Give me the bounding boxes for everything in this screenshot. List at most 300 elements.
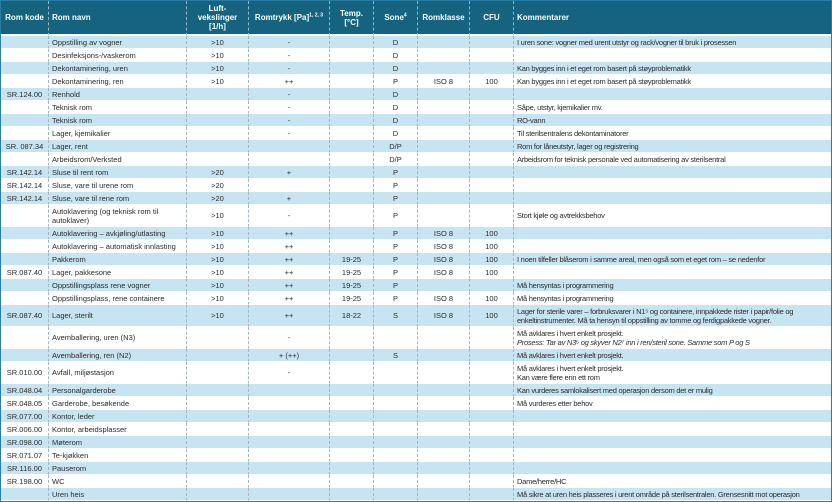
cell-romklasse: ISO 8: [417, 305, 469, 327]
table-row: [1, 436, 831, 449]
cell-sone: P: [373, 179, 417, 192]
table-row: [1, 305, 831, 327]
cell-sone: D: [373, 36, 417, 49]
cell-cfu: [469, 153, 513, 166]
cell-comment: [513, 227, 831, 240]
cell-pressure: [248, 153, 329, 166]
cell-temp: [329, 62, 373, 75]
cell-name: Te-kjøkken: [48, 449, 186, 462]
cell-air: >20: [186, 179, 248, 192]
cell-comment: [513, 436, 831, 449]
cell-name: Sluse, vare til urene rom: [48, 179, 186, 192]
cell-comment: [513, 253, 831, 266]
cell-code: SR. 087.34: [1, 140, 48, 153]
cell-sone: P: [373, 75, 417, 88]
cell-code: [1, 488, 48, 501]
cell-romklasse: ISO 8: [417, 75, 469, 88]
table-row: [1, 240, 831, 253]
comment-line: Lager for sterile varer – forbruksvarer i N1⁵ og containere, innpakkede rister i papir/folie og enkeltinstrumenter. Må ta hensyn til oppstilling av tomme og ferdigpakkede vogner.: [517, 306, 794, 325]
cell-romklasse: [417, 179, 469, 192]
header-label: Temp. [°C]: [340, 8, 363, 27]
cell-name: Kontor, leder: [48, 410, 186, 423]
cell-code: SR.010.00: [1, 362, 48, 384]
cell-code: SR.006.00: [1, 423, 48, 436]
cell-romklasse: [417, 62, 469, 75]
cell-cfu: [469, 462, 513, 475]
cell-sone: D: [373, 101, 417, 114]
cell-code: SR.124.00: [1, 88, 48, 101]
cell-name: Pakkerom: [48, 253, 186, 266]
cell-temp: [329, 140, 373, 153]
cell-name: Autoklavering – automatisk innlasting: [48, 240, 186, 253]
cell-comment: [513, 397, 831, 410]
cell-name: Arbeidsrom/Verksted: [48, 153, 186, 166]
cell-name: Personalgarderobe: [48, 384, 186, 397]
cell-temp: [329, 488, 373, 501]
header-label: CFU: [483, 13, 500, 22]
cell-name: Avfall, miljøstasjon: [48, 362, 186, 384]
cell-comment: [513, 240, 831, 253]
cell-comment: [513, 362, 831, 384]
cell-name: Autoklavering (og teknisk rom til autoklaver): [48, 205, 186, 227]
cell-air: >10: [186, 62, 248, 75]
table-row: [1, 75, 831, 88]
cell-name: Lager, rent: [48, 140, 186, 153]
cell-temp: [329, 49, 373, 62]
cell-comment: [513, 423, 831, 436]
cell-romklasse: [417, 362, 469, 384]
cell-pressure: [248, 436, 329, 449]
cell-romklasse: [417, 140, 469, 153]
cell-pressure: ++: [248, 253, 329, 266]
header-cell-comment: [513, 1, 831, 36]
cell-sone: [373, 449, 417, 462]
cell-code: SR.116.00: [1, 462, 48, 475]
cell-air: >10: [186, 227, 248, 240]
cell-comment: [513, 36, 831, 49]
cell-romklasse: [417, 423, 469, 436]
cell-comment: [513, 62, 831, 75]
cell-cfu: 100: [469, 305, 513, 327]
cell-air: >10: [186, 36, 248, 49]
cell-romklasse: [417, 475, 469, 488]
cell-comment: [513, 327, 831, 349]
header-cell-temp: [329, 1, 373, 36]
room-requirements-table: [1, 1, 831, 501]
cell-temp: 19-25: [329, 266, 373, 279]
cell-air: >10: [186, 279, 248, 292]
cell-pressure: -: [248, 205, 329, 227]
cell-air: >10: [186, 240, 248, 253]
cell-temp: [329, 166, 373, 179]
cell-pressure: ++: [248, 292, 329, 305]
cell-comment: [513, 488, 831, 501]
cell-air: >10: [186, 253, 248, 266]
cell-pressure: -: [248, 49, 329, 62]
table-row: [1, 36, 831, 49]
comment-line: I uren sone: vogner med urent utstyr og rack/vogner til bruk i prosessen: [517, 37, 737, 47]
cell-name: Oppstilling av vogner: [48, 36, 186, 49]
table-row: [1, 127, 831, 140]
comment-line: Må hensyntas i programmering: [517, 293, 614, 303]
comment-line: Stort kjøle og avtrekksbehov: [517, 211, 605, 220]
table-row: [1, 114, 831, 127]
cell-sone: P: [373, 266, 417, 279]
cell-comment: [513, 127, 831, 140]
cell-temp: [329, 179, 373, 192]
cell-sone: P: [373, 227, 417, 240]
table-row: [1, 153, 831, 166]
cell-comment: [513, 205, 831, 227]
cell-code: [1, 49, 48, 62]
cell-pressure: +: [248, 166, 329, 179]
cell-pressure: -: [248, 62, 329, 75]
table-row: [1, 475, 831, 488]
cell-pressure: [248, 449, 329, 462]
cell-romklasse: [417, 488, 469, 501]
cell-sone: D/P: [373, 140, 417, 153]
cell-sone: [373, 327, 417, 349]
cell-temp: [329, 384, 373, 397]
cell-pressure: [248, 488, 329, 501]
cell-code: SR.198.00: [1, 475, 48, 488]
cell-pressure: ++: [248, 240, 329, 253]
cell-cfu: [469, 362, 513, 384]
cell-cfu: [469, 114, 513, 127]
cell-code: SR.077.00: [1, 410, 48, 423]
comment-line: Til sterilsentralens dekontaminatorer: [517, 128, 629, 138]
cell-air: >20: [186, 166, 248, 179]
cell-romklasse: [417, 205, 469, 227]
cell-temp: [329, 362, 373, 384]
cell-temp: 18-22: [329, 305, 373, 327]
header-label: Rom kode: [5, 13, 44, 22]
cell-code: [1, 349, 48, 362]
cell-code: [1, 127, 48, 140]
cell-air: [186, 436, 248, 449]
cell-cfu: [469, 127, 513, 140]
cell-romklasse: [417, 192, 469, 205]
header-label: Romklasse: [422, 13, 465, 22]
cell-comment: [513, 475, 831, 488]
cell-temp: [329, 127, 373, 140]
cell-sone: [373, 397, 417, 410]
cell-name: Renhold: [48, 88, 186, 101]
cell-temp: [329, 349, 373, 362]
cell-air: [186, 127, 248, 140]
cell-comment: [513, 349, 831, 362]
cell-temp: [329, 153, 373, 166]
cell-name: Teknisk rom: [48, 101, 186, 114]
cell-air: [186, 384, 248, 397]
cell-temp: [329, 436, 373, 449]
cell-cfu: [469, 410, 513, 423]
cell-code: SR.087.40: [1, 305, 48, 327]
cell-code: SR.048.05: [1, 397, 48, 410]
comment-line: RO-vann: [517, 115, 546, 125]
cell-temp: [329, 75, 373, 88]
cell-name: Sluse, vare til rene rom: [48, 192, 186, 205]
cell-cfu: 100: [469, 227, 513, 240]
cell-name: Oppstillingsplass rene vogner: [48, 279, 186, 292]
cell-temp: [329, 449, 373, 462]
cell-pressure: -: [248, 114, 329, 127]
comment-line: Kan vurderes samlokalisert med operasjon dersom det er mulig: [517, 385, 713, 395]
comment-line: I noen tilfeller blåserom i samme areal, men også som et eget rom – se nedenfor: [517, 254, 766, 264]
cell-temp: [329, 114, 373, 127]
cell-code: SR.142.14: [1, 192, 48, 205]
cell-air: >10: [186, 266, 248, 279]
cell-cfu: [469, 397, 513, 410]
cell-name: Garderobe, besøkende: [48, 397, 186, 410]
cell-air: [186, 140, 248, 153]
cell-cfu: [469, 475, 513, 488]
cell-sone: D/P: [373, 153, 417, 166]
header-cell-code: [1, 1, 48, 36]
cell-air: [186, 362, 248, 384]
cell-romklasse: [417, 88, 469, 101]
cell-air: [186, 462, 248, 475]
cell-name: Uren heis: [48, 488, 186, 501]
cell-comment: [513, 266, 831, 279]
table-row: [1, 397, 831, 410]
cell-comment: [513, 140, 831, 153]
cell-pressure: [248, 179, 329, 192]
cell-temp: [329, 101, 373, 114]
table-row: [1, 327, 831, 349]
cell-pressure: +: [248, 192, 329, 205]
cell-comment: [513, 114, 831, 127]
cell-temp: [329, 327, 373, 349]
comment-line: Såpe, utstyr, kjemikalier mv.: [517, 102, 603, 112]
cell-pressure: ++: [248, 305, 329, 327]
cell-cfu: [469, 179, 513, 192]
table-row: [1, 88, 831, 101]
cell-air: [186, 327, 248, 349]
table-row: [1, 253, 831, 266]
cell-code: [1, 240, 48, 253]
cell-comment: [513, 292, 831, 305]
cell-pressure: [248, 423, 329, 436]
cell-name: Pauserom: [48, 462, 186, 475]
cell-pressure: ++: [248, 75, 329, 88]
cell-sone: [373, 475, 417, 488]
comment-line: Prosess: Tar av N3⁵ og skyver N2⁷ inn i ren/steril sone. Samme som P og S: [517, 337, 750, 347]
table-body: [1, 36, 831, 501]
header-footnote-ref: 4: [403, 12, 407, 19]
table-row: [1, 101, 831, 114]
cell-temp: [329, 410, 373, 423]
cell-comment: [513, 279, 831, 292]
table-row: [1, 166, 831, 179]
cell-romklasse: [417, 410, 469, 423]
table-row: [1, 279, 831, 292]
cell-sone: P: [373, 253, 417, 266]
cell-pressure: -: [248, 88, 329, 101]
cell-sone: D: [373, 88, 417, 101]
cell-name: Avemballering, ren (N2): [48, 349, 186, 362]
cell-sone: P: [373, 192, 417, 205]
cell-cfu: [469, 488, 513, 501]
cell-comment: [513, 384, 831, 397]
cell-comment: [513, 192, 831, 205]
cell-sone: [373, 362, 417, 384]
cell-cfu: [469, 423, 513, 436]
cell-cfu: 100: [469, 266, 513, 279]
table-row: [1, 292, 831, 305]
cell-code: [1, 75, 48, 88]
cell-romklasse: [417, 166, 469, 179]
cell-cfu: [469, 36, 513, 49]
cell-code: SR.098.00: [1, 436, 48, 449]
cell-code: SR.048.04: [1, 384, 48, 397]
cell-comment: [513, 179, 831, 192]
cell-pressure: [248, 140, 329, 153]
cell-air: [186, 488, 248, 501]
cell-code: SR.087.40: [1, 266, 48, 279]
header-cell-air: [186, 1, 248, 36]
cell-pressure: [248, 384, 329, 397]
comment-line: Må hensyntas i programmering: [517, 280, 614, 290]
cell-romklasse: [417, 153, 469, 166]
table-row: [1, 462, 831, 475]
cell-temp: [329, 462, 373, 475]
cell-air: [186, 475, 248, 488]
cell-cfu: [469, 279, 513, 292]
cell-air: [186, 114, 248, 127]
cell-cfu: 100: [469, 75, 513, 88]
cell-sone: [373, 410, 417, 423]
comment-line: Kan være flere enn ett rom: [517, 372, 600, 382]
cell-comment: [513, 101, 831, 114]
table-row: [1, 488, 831, 501]
cell-sone: D: [373, 114, 417, 127]
cell-cfu: 100: [469, 253, 513, 266]
cell-temp: 19-25: [329, 292, 373, 305]
cell-code: SR.142.14: [1, 166, 48, 179]
cell-temp: [329, 397, 373, 410]
cell-comment: [513, 166, 831, 179]
cell-temp: 19-25: [329, 253, 373, 266]
cell-name: Dekontaminering, ren: [48, 75, 186, 88]
cell-temp: [329, 88, 373, 101]
cell-cfu: [469, 205, 513, 227]
header-label: Rom navn: [52, 13, 91, 22]
cell-air: >10: [186, 75, 248, 88]
cell-romklasse: [417, 49, 469, 62]
cell-cfu: [469, 436, 513, 449]
table-row: [1, 49, 831, 62]
cell-comment: [513, 88, 831, 101]
cell-air: [186, 449, 248, 462]
cell-air: >10: [186, 49, 248, 62]
cell-name: Oppstillingsplass, rene containere: [48, 292, 186, 305]
table-row: [1, 140, 831, 153]
cell-pressure: ++: [248, 266, 329, 279]
cell-air: [186, 101, 248, 114]
cell-air: [186, 410, 248, 423]
cell-code: [1, 101, 48, 114]
cell-name: Avemballering, uren (N3): [48, 327, 186, 349]
cell-cfu: [469, 192, 513, 205]
header-cell-romklasse: [417, 1, 469, 36]
header-label: Sone: [384, 13, 404, 22]
cell-comment: [513, 75, 831, 88]
cell-code: SR.142.14: [1, 179, 48, 192]
comment-line: Arbeidsrom for teknisk personale ved automatisering av sterilsentral: [517, 154, 726, 164]
cell-name: Kontor, arbeidsplasser: [48, 423, 186, 436]
cell-comment: [513, 462, 831, 475]
cell-pressure: -: [248, 327, 329, 349]
cell-temp: [329, 192, 373, 205]
cell-romklasse: [417, 127, 469, 140]
cell-sone: D: [373, 49, 417, 62]
cell-temp: 19-25: [329, 279, 373, 292]
header-label-line2: [1/h]: [209, 22, 226, 31]
cell-romklasse: [417, 384, 469, 397]
cell-air: [186, 423, 248, 436]
comment-line: Må vurderes etter behov: [517, 398, 593, 408]
cell-pressure: [248, 410, 329, 423]
cell-pressure: [248, 462, 329, 475]
cell-name: Lager, kjemikalier: [48, 127, 186, 140]
cell-temp: [329, 205, 373, 227]
cell-romklasse: [417, 279, 469, 292]
cell-sone: P: [373, 279, 417, 292]
table-row: [1, 449, 831, 462]
cell-romklasse: [417, 397, 469, 410]
comment-line: Må avklares i hvert enkelt prosjekt.: [517, 350, 624, 360]
header-footnote-ref: 1, 2, 3: [309, 12, 324, 19]
cell-romklasse: ISO 8: [417, 253, 469, 266]
comment-line: Kan bygges inn i et eget rom basert på støyproblematikk: [517, 63, 691, 73]
cell-cfu: [469, 49, 513, 62]
cell-air: [186, 397, 248, 410]
cell-sone: [373, 436, 417, 449]
cell-sone: [373, 462, 417, 475]
cell-air: [186, 349, 248, 362]
cell-code: [1, 36, 48, 49]
header-label: Kommentarer: [517, 13, 570, 22]
cell-code: [1, 227, 48, 240]
cell-comment: [513, 153, 831, 166]
comment-line: Dame/herre/HC: [517, 476, 567, 486]
cell-name: Autoklavering – avkjøling/utlasting: [48, 227, 186, 240]
header-cell-cfu: [469, 1, 513, 36]
cell-name: Teknisk rom: [48, 114, 186, 127]
cell-name: Møterom: [48, 436, 186, 449]
cell-name: Lager, pakkesone: [48, 266, 186, 279]
cell-sone: P: [373, 292, 417, 305]
cell-sone: P: [373, 205, 417, 227]
cell-romklasse: [417, 349, 469, 362]
cell-code: [1, 279, 48, 292]
comment-line: Rom for låneutstyr, lager og registrering: [517, 141, 639, 151]
cell-romklasse: ISO 8: [417, 292, 469, 305]
cell-code: [1, 62, 48, 75]
cell-pressure: -: [248, 101, 329, 114]
cell-pressure: -: [248, 36, 329, 49]
cell-romklasse: [417, 101, 469, 114]
table-row: [1, 227, 831, 240]
cell-name: WC: [48, 475, 186, 488]
cell-temp: [329, 475, 373, 488]
cell-sone: [373, 488, 417, 501]
cell-romklasse: [417, 449, 469, 462]
table-row: [1, 62, 831, 75]
cell-air: >20: [186, 192, 248, 205]
comment-line: Må avklares i hvert enkelt prosjekt.: [517, 328, 624, 338]
